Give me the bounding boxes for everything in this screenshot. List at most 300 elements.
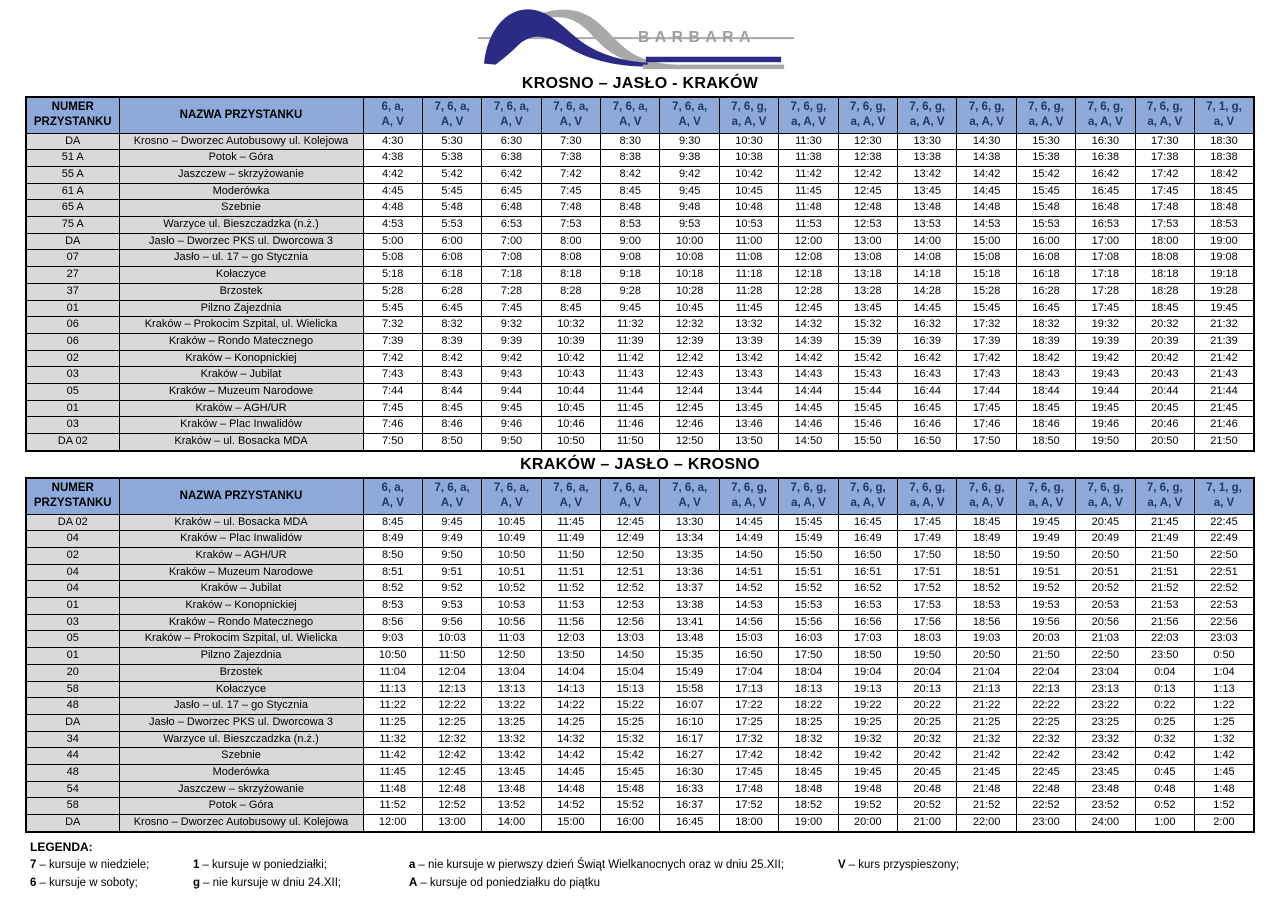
timetable-row [26,267,1254,284]
departure-time-cell: 16:42 [898,350,957,367]
departure-time-cell: 11:45 [719,300,778,317]
timetable-row [26,150,1254,167]
service-codes-line: 7, 6, g, [1146,101,1183,114]
departure-time-cell: 13:08 [838,250,897,267]
service-codes-line: a, V [1213,116,1235,129]
departure-time-cell: 0:45 [1135,765,1194,782]
departure-time-cell: 1:32 [1194,731,1254,748]
departure-time-cell: 13:13 [482,681,541,698]
departure-time-cell: 17:52 [719,798,778,815]
departure-time-cell: 0:50 [1194,648,1254,665]
header-line: PRZYSTANKU [33,497,112,510]
departure-time-cell: 7:18 [482,267,541,284]
service-codes-line: 7, 6, g, [790,101,827,114]
departure-time-cell: 8:45 [541,300,600,317]
service-codes-line: a, A, V [1147,497,1183,510]
time-column-header [422,478,481,514]
legend [30,840,1260,900]
departure-time-cell: 22:04 [1016,664,1075,681]
departure-time-cell: 22:50 [1076,648,1135,665]
departure-time-cell: 7:39 [363,333,422,350]
service-codes-line: 6, a, [381,101,404,114]
departure-time-cell: 18:45 [1016,400,1075,417]
stop-name-cell: Brzostek [119,664,363,681]
departure-time-cell: 9:53 [660,217,719,234]
departure-time-cell: 22:00 [957,815,1016,832]
departure-time-cell: 23:42 [1076,748,1135,765]
departure-time-cell: 17:30 [1135,133,1194,150]
departure-time-cell: 16:33 [660,781,719,798]
service-codes-line: a, V [1213,497,1235,510]
timetable-row [26,648,1254,665]
stop-name-cell: Jasło – Dworzec PKS ul. Dworcowa 3 [119,233,363,250]
departure-time-cell: 11:45 [363,765,422,782]
stop-name-cell: Kraków – Rondo Matecznego [119,333,363,350]
departure-time-cell: 9:44 [482,384,541,401]
timetable-krakow-jaslo-krosno [25,477,1255,833]
service-codes-line: a, A, V [909,116,945,129]
departure-time-cell: 20:49 [1076,531,1135,548]
departure-time-cell: 22:32 [1016,731,1075,748]
departure-time-cell: 12:44 [660,384,719,401]
timetable-row [26,417,1254,434]
departure-time-cell: 6:18 [422,267,481,284]
departure-time-cell: 11:49 [541,531,600,548]
departure-time-cell: 19:50 [1076,434,1135,451]
service-codes-line: 7, 6, a, [493,101,530,114]
departure-time-cell: 9:28 [601,283,660,300]
departure-time-cell: 14:45 [957,183,1016,200]
departure-time-cell: 14:25 [541,714,600,731]
departure-time-cell: 9:48 [660,200,719,217]
departure-time-cell: 18:30 [1194,133,1254,150]
departure-time-cell: 17:45 [898,514,957,531]
departure-time-cell: 12:48 [422,781,481,798]
departure-time-cell: 8:28 [541,283,600,300]
departure-time-cell: 15:18 [957,267,1016,284]
departure-time-cell: 15:22 [601,698,660,715]
departure-time-cell: 5:42 [422,166,481,183]
departure-time-cell: 5:28 [363,283,422,300]
departure-time-cell: 17:53 [1135,217,1194,234]
service-codes-line: 7, 6, g, [1028,101,1064,114]
stop-number-cell: 27 [26,267,119,284]
departure-time-cell: 11:53 [541,598,600,615]
stop-name-cell: Kraków – ul. Bosacka MDA [119,434,363,451]
service-codes-line: 7, 6, g, [909,101,946,114]
departure-time-cell: 13:22 [482,698,541,715]
departure-time-cell: 11:42 [601,350,660,367]
stop-name-cell: Szebnie [119,748,363,765]
time-column-header [1076,97,1135,133]
departure-time-cell: 14:51 [719,564,778,581]
departure-time-cell: 11:28 [719,283,778,300]
stop-number-cell: 04 [26,581,119,598]
departure-time-cell: 9:51 [422,564,481,581]
departure-time-cell: 5:38 [422,150,481,167]
departure-time-cell: 8:30 [601,133,660,150]
departure-time-cell: 11:42 [363,748,422,765]
departure-time-cell: 13:45 [898,183,957,200]
departure-time-cell: 15:52 [779,581,838,598]
column-header-stop-number [26,478,119,514]
departure-time-cell: 8:49 [363,531,422,548]
departure-time-cell: 11:03 [482,631,541,648]
departure-time-cell: 10:52 [482,581,541,598]
departure-time-cell: 13:50 [719,434,778,451]
departure-time-cell: 17:45 [1135,183,1194,200]
departure-time-cell: 18:08 [1135,250,1194,267]
departure-time-cell: 19:48 [838,781,897,798]
departure-time-cell: 4:38 [363,150,422,167]
departure-time-cell: 8:32 [422,317,481,334]
departure-time-cell: 9:42 [660,166,719,183]
departure-time-cell: 17:28 [1076,283,1135,300]
service-codes-line: 7, 6, g, [909,482,946,495]
departure-time-cell: 16:53 [838,598,897,615]
departure-time-cell: 16:28 [1016,283,1075,300]
service-codes-line: a, A, V [731,116,767,129]
departure-time-cell: 23:52 [1076,798,1135,815]
departure-time-cell: 10:56 [482,614,541,631]
stop-name-cell: Potok – Góra [119,798,363,815]
departure-time-cell: 20:46 [1135,417,1194,434]
service-codes-line: 7, 6, g, [849,101,886,114]
timetable-body [26,514,1254,832]
departure-time-cell: 16:44 [898,384,957,401]
departure-time-cell: 7:42 [541,166,600,183]
departure-time-cell: 17:48 [1135,200,1194,217]
departure-time-cell: 7:38 [541,150,600,167]
departure-time-cell: 17:32 [719,731,778,748]
departure-time-cell: 21:45 [1194,400,1254,417]
column-header-stop-number [26,97,119,133]
timetable-row [26,714,1254,731]
departure-time-cell: 15:03 [719,631,778,648]
departure-time-cell: 15:50 [838,434,897,451]
departure-time-cell: 13:18 [838,267,897,284]
departure-time-cell: 10:03 [422,631,481,648]
departure-time-cell: 14:53 [719,598,778,615]
departure-time-cell: 17:53 [898,598,957,615]
departure-time-cell: 9:49 [422,531,481,548]
stop-name-cell: Jaszczew – skrzyżowanie [119,781,363,798]
departure-time-cell: 10:45 [482,514,541,531]
departure-time-cell: 20:56 [1076,614,1135,631]
stop-name-cell: Kraków – Muzeum Narodowe [119,384,363,401]
stop-name-cell: Pilzno Zajezdnia [119,648,363,665]
departure-time-cell: 11:56 [541,614,600,631]
stop-number-cell: 58 [26,798,119,815]
timetable-body [26,133,1254,451]
departure-time-cell: 15:39 [838,333,897,350]
stop-number-cell: DA 02 [26,434,119,451]
departure-time-cell: 10:00 [660,233,719,250]
departure-time-cell: 15:42 [1016,166,1075,183]
departure-time-cell: 9:08 [601,250,660,267]
departure-time-cell: 13:50 [541,648,600,665]
departure-time-cell: 21:44 [1194,384,1254,401]
departure-time-cell: 18:25 [779,714,838,731]
departure-time-cell: 15:42 [838,350,897,367]
legend-text: – kursuje w niedziele; [39,859,150,871]
departure-time-cell: 13:53 [898,217,957,234]
departure-time-cell: 1:45 [1194,765,1254,782]
departure-time-cell: 11:32 [363,731,422,748]
departure-time-cell: 12:28 [779,283,838,300]
service-codes-line: 7, 6, a, [553,101,589,114]
departure-time-cell: 22:13 [1016,681,1075,698]
departure-time-cell: 14:45 [898,300,957,317]
departure-time-cell: 15:30 [1016,133,1075,150]
service-codes-line: 7, 6, a, [553,482,589,495]
legend-column [409,856,784,892]
departure-time-cell: 11:30 [779,133,838,150]
departure-time-cell: 12:56 [601,614,660,631]
departure-time-cell: 8:00 [541,233,600,250]
departure-time-cell: 22:42 [1016,748,1075,765]
departure-time-cell: 11:42 [779,166,838,183]
departure-time-cell: 16:51 [838,564,897,581]
departure-time-cell: 10:43 [541,367,600,384]
departure-time-cell: 14:53 [957,217,1016,234]
departure-time-cell: 22:52 [1194,581,1254,598]
service-codes-line: 7, 6, g, [968,482,1005,495]
departure-time-cell: 18:46 [1016,417,1075,434]
departure-time-cell: 14:22 [541,698,600,715]
legend-symbol: V [838,859,846,871]
header-line: NUMER [51,482,94,495]
departure-time-cell: 18:13 [779,681,838,698]
departure-time-cell: 13:37 [660,581,719,598]
stop-name-cell: Potok – Góra [119,150,363,167]
timetable-row [26,183,1254,200]
departure-time-cell: 21:50 [1194,434,1254,451]
departure-time-cell: 20:44 [1135,384,1194,401]
timetable-row [26,781,1254,798]
departure-time-cell: 9:50 [482,434,541,451]
stop-name-cell: Kraków – Jubilat [119,367,363,384]
departure-time-cell: 6:45 [482,183,541,200]
departure-time-cell: 17:51 [898,564,957,581]
departure-time-cell: 8:52 [363,581,422,598]
stop-number-cell: 06 [26,333,119,350]
departure-time-cell: 21:04 [957,664,1016,681]
departure-time-cell: 1:00 [1135,815,1194,832]
departure-time-cell: 4:30 [363,133,422,150]
service-codes-line: A, V [500,497,523,510]
departure-time-cell: 17:50 [898,547,957,564]
departure-time-cell: 18:52 [779,798,838,815]
departure-time-cell: 22:03 [1135,631,1194,648]
departure-time-cell: 12:53 [838,217,897,234]
departure-time-cell: 13:42 [898,166,957,183]
departure-time-cell: 14:48 [957,200,1016,217]
departure-time-cell: 12:48 [838,200,897,217]
departure-time-cell: 20:42 [1135,350,1194,367]
stop-number-cell: 55 A [26,166,119,183]
departure-time-cell: 19:25 [838,714,897,731]
stop-number-cell: 54 [26,781,119,798]
departure-time-cell: 14:43 [779,367,838,384]
departure-time-cell: 16:50 [838,547,897,564]
departure-time-cell: 10:53 [482,598,541,615]
departure-time-cell: 14:42 [779,350,838,367]
departure-time-cell: 13:25 [482,714,541,731]
departure-time-cell: 19:42 [1076,350,1135,367]
departure-time-cell: 15:45 [838,400,897,417]
logo-brand-text: BARBARA [637,28,756,46]
departure-time-cell: 23:03 [1194,631,1254,648]
stop-name-cell: Jasło – ul. 17 – go Stycznia [119,250,363,267]
departure-time-cell: 12:52 [601,581,660,598]
departure-time-cell: 21:00 [898,815,957,832]
stop-name-cell: Moderówka [119,765,363,782]
legend-symbol: 7 [30,859,37,871]
departure-time-cell: 12:43 [660,367,719,384]
departure-time-cell: 17:13 [719,681,778,698]
departure-time-cell: 16:42 [1076,166,1135,183]
departure-time-cell: 14:50 [719,547,778,564]
departure-time-cell: 13:45 [482,765,541,782]
departure-time-cell: 1:48 [1194,781,1254,798]
departure-time-cell: 20:48 [898,781,957,798]
service-codes-line: 7, 6, a, [493,482,530,495]
departure-time-cell: 23:45 [1076,765,1135,782]
departure-time-cell: 15:50 [779,547,838,564]
timetable-row [26,564,1254,581]
departure-time-cell: 22:48 [1016,781,1075,798]
stop-name-cell: Moderówka [119,183,363,200]
departure-time-cell: 18:53 [1194,217,1254,234]
departure-time-cell: 14:44 [779,384,838,401]
departure-time-cell: 17:45 [1076,300,1135,317]
departure-time-cell: 17:49 [898,531,957,548]
departure-time-cell: 18:22 [779,698,838,715]
departure-time-cell: 16:38 [1076,150,1135,167]
service-codes-line: A, V [440,497,464,510]
departure-time-cell: 16:46 [898,417,957,434]
departure-time-cell: 12:38 [838,150,897,167]
service-codes-line: 7, 6, g, [1028,482,1064,495]
departure-time-cell: 15:45 [779,514,838,531]
departure-time-cell: 15:46 [838,417,897,434]
departure-time-cell: 8:39 [422,333,481,350]
departure-time-cell: 19:32 [838,731,897,748]
departure-time-cell: 12:52 [422,798,481,815]
departure-time-cell: 14:50 [779,434,838,451]
stop-name-cell: Kołaczyce [119,267,363,284]
time-column-header [719,97,778,133]
service-codes-line: A, V [678,497,701,510]
departure-time-cell: 19:32 [1076,317,1135,334]
departure-time-cell: 14:30 [957,133,1016,150]
departure-time-cell: 8:43 [422,367,481,384]
departure-time-cell: 16:52 [838,581,897,598]
stop-number-cell: 34 [26,731,119,748]
departure-time-cell: 13:42 [482,748,541,765]
time-column-header [601,97,660,133]
departure-time-cell: 10:45 [541,400,600,417]
departure-time-cell: 16:39 [898,333,957,350]
timetable-row [26,367,1254,384]
departure-time-cell: 12:03 [541,631,600,648]
departure-time-cell: 11:45 [601,400,660,417]
legend-text: – kurs przyspieszony; [848,859,960,871]
departure-time-cell: 12:45 [838,183,897,200]
departure-time-cell: 16:00 [601,815,660,832]
departure-time-cell: 15:38 [1016,150,1075,167]
timetable-row [26,317,1254,334]
departure-time-cell: 22:56 [1194,614,1254,631]
service-codes-line: A, V [619,497,642,510]
departure-time-cell: 11:08 [719,250,778,267]
departure-time-cell: 23:50 [1135,648,1194,665]
departure-time-cell: 14:45 [541,765,600,782]
departure-time-cell: 13:48 [898,200,957,217]
departure-time-cell: 7:53 [541,217,600,234]
departure-time-cell: 15:58 [660,681,719,698]
departure-time-cell: 8:42 [422,350,481,367]
departure-time-cell: 12:45 [660,400,719,417]
departure-time-cell: 23:48 [1076,781,1135,798]
departure-time-cell: 17:46 [957,417,1016,434]
departure-time-cell: 21:32 [957,731,1016,748]
departure-time-cell: 20:45 [1076,514,1135,531]
legend-symbol: a [409,859,416,871]
time-column-header [779,478,838,514]
departure-time-cell: 15:25 [601,714,660,731]
time-column-header [482,97,541,133]
departure-time-cell: 20:43 [1135,367,1194,384]
departure-time-cell: 14:52 [541,798,600,815]
departure-time-cell: 20:25 [898,714,957,731]
departure-time-cell: 19:00 [1194,233,1254,250]
departure-time-cell: 21:13 [957,681,1016,698]
stop-number-cell: 48 [26,698,119,715]
departure-time-cell: 22:22 [1016,698,1075,715]
departure-time-cell: 21:45 [957,765,1016,782]
departure-time-cell: 14:48 [541,781,600,798]
stop-name-cell: Kraków – Rondo Matecznego [119,614,363,631]
departure-time-cell: 16:18 [1016,267,1075,284]
departure-time-cell: 11:00 [719,233,778,250]
departure-time-cell: 8:44 [422,384,481,401]
departure-time-cell: 7:43 [363,367,422,384]
timetable-row [26,200,1254,217]
departure-time-cell: 16:45 [838,514,897,531]
departure-time-cell: 0:48 [1135,781,1194,798]
departure-time-cell: 18:42 [1194,166,1254,183]
departure-time-cell: 13:30 [898,133,957,150]
departure-time-cell: 18:00 [1135,233,1194,250]
departure-time-cell: 10:42 [541,350,600,367]
departure-time-cell: 6:30 [482,133,541,150]
departure-time-cell: 21:25 [957,714,1016,731]
time-column-header [1135,478,1194,514]
departure-time-cell: 7:50 [363,434,422,451]
departure-time-cell: 18:42 [1016,350,1075,367]
departure-time-cell: 9:56 [422,614,481,631]
departure-time-cell: 20:42 [898,748,957,765]
departure-time-cell: 19:46 [1076,417,1135,434]
departure-time-cell: 17:43 [957,367,1016,384]
departure-time-cell: 8:48 [601,200,660,217]
departure-time-cell: 16:49 [838,531,897,548]
departure-time-cell: 5:30 [422,133,481,150]
departure-time-cell: 14:52 [719,581,778,598]
departure-time-cell: 13:46 [719,417,778,434]
